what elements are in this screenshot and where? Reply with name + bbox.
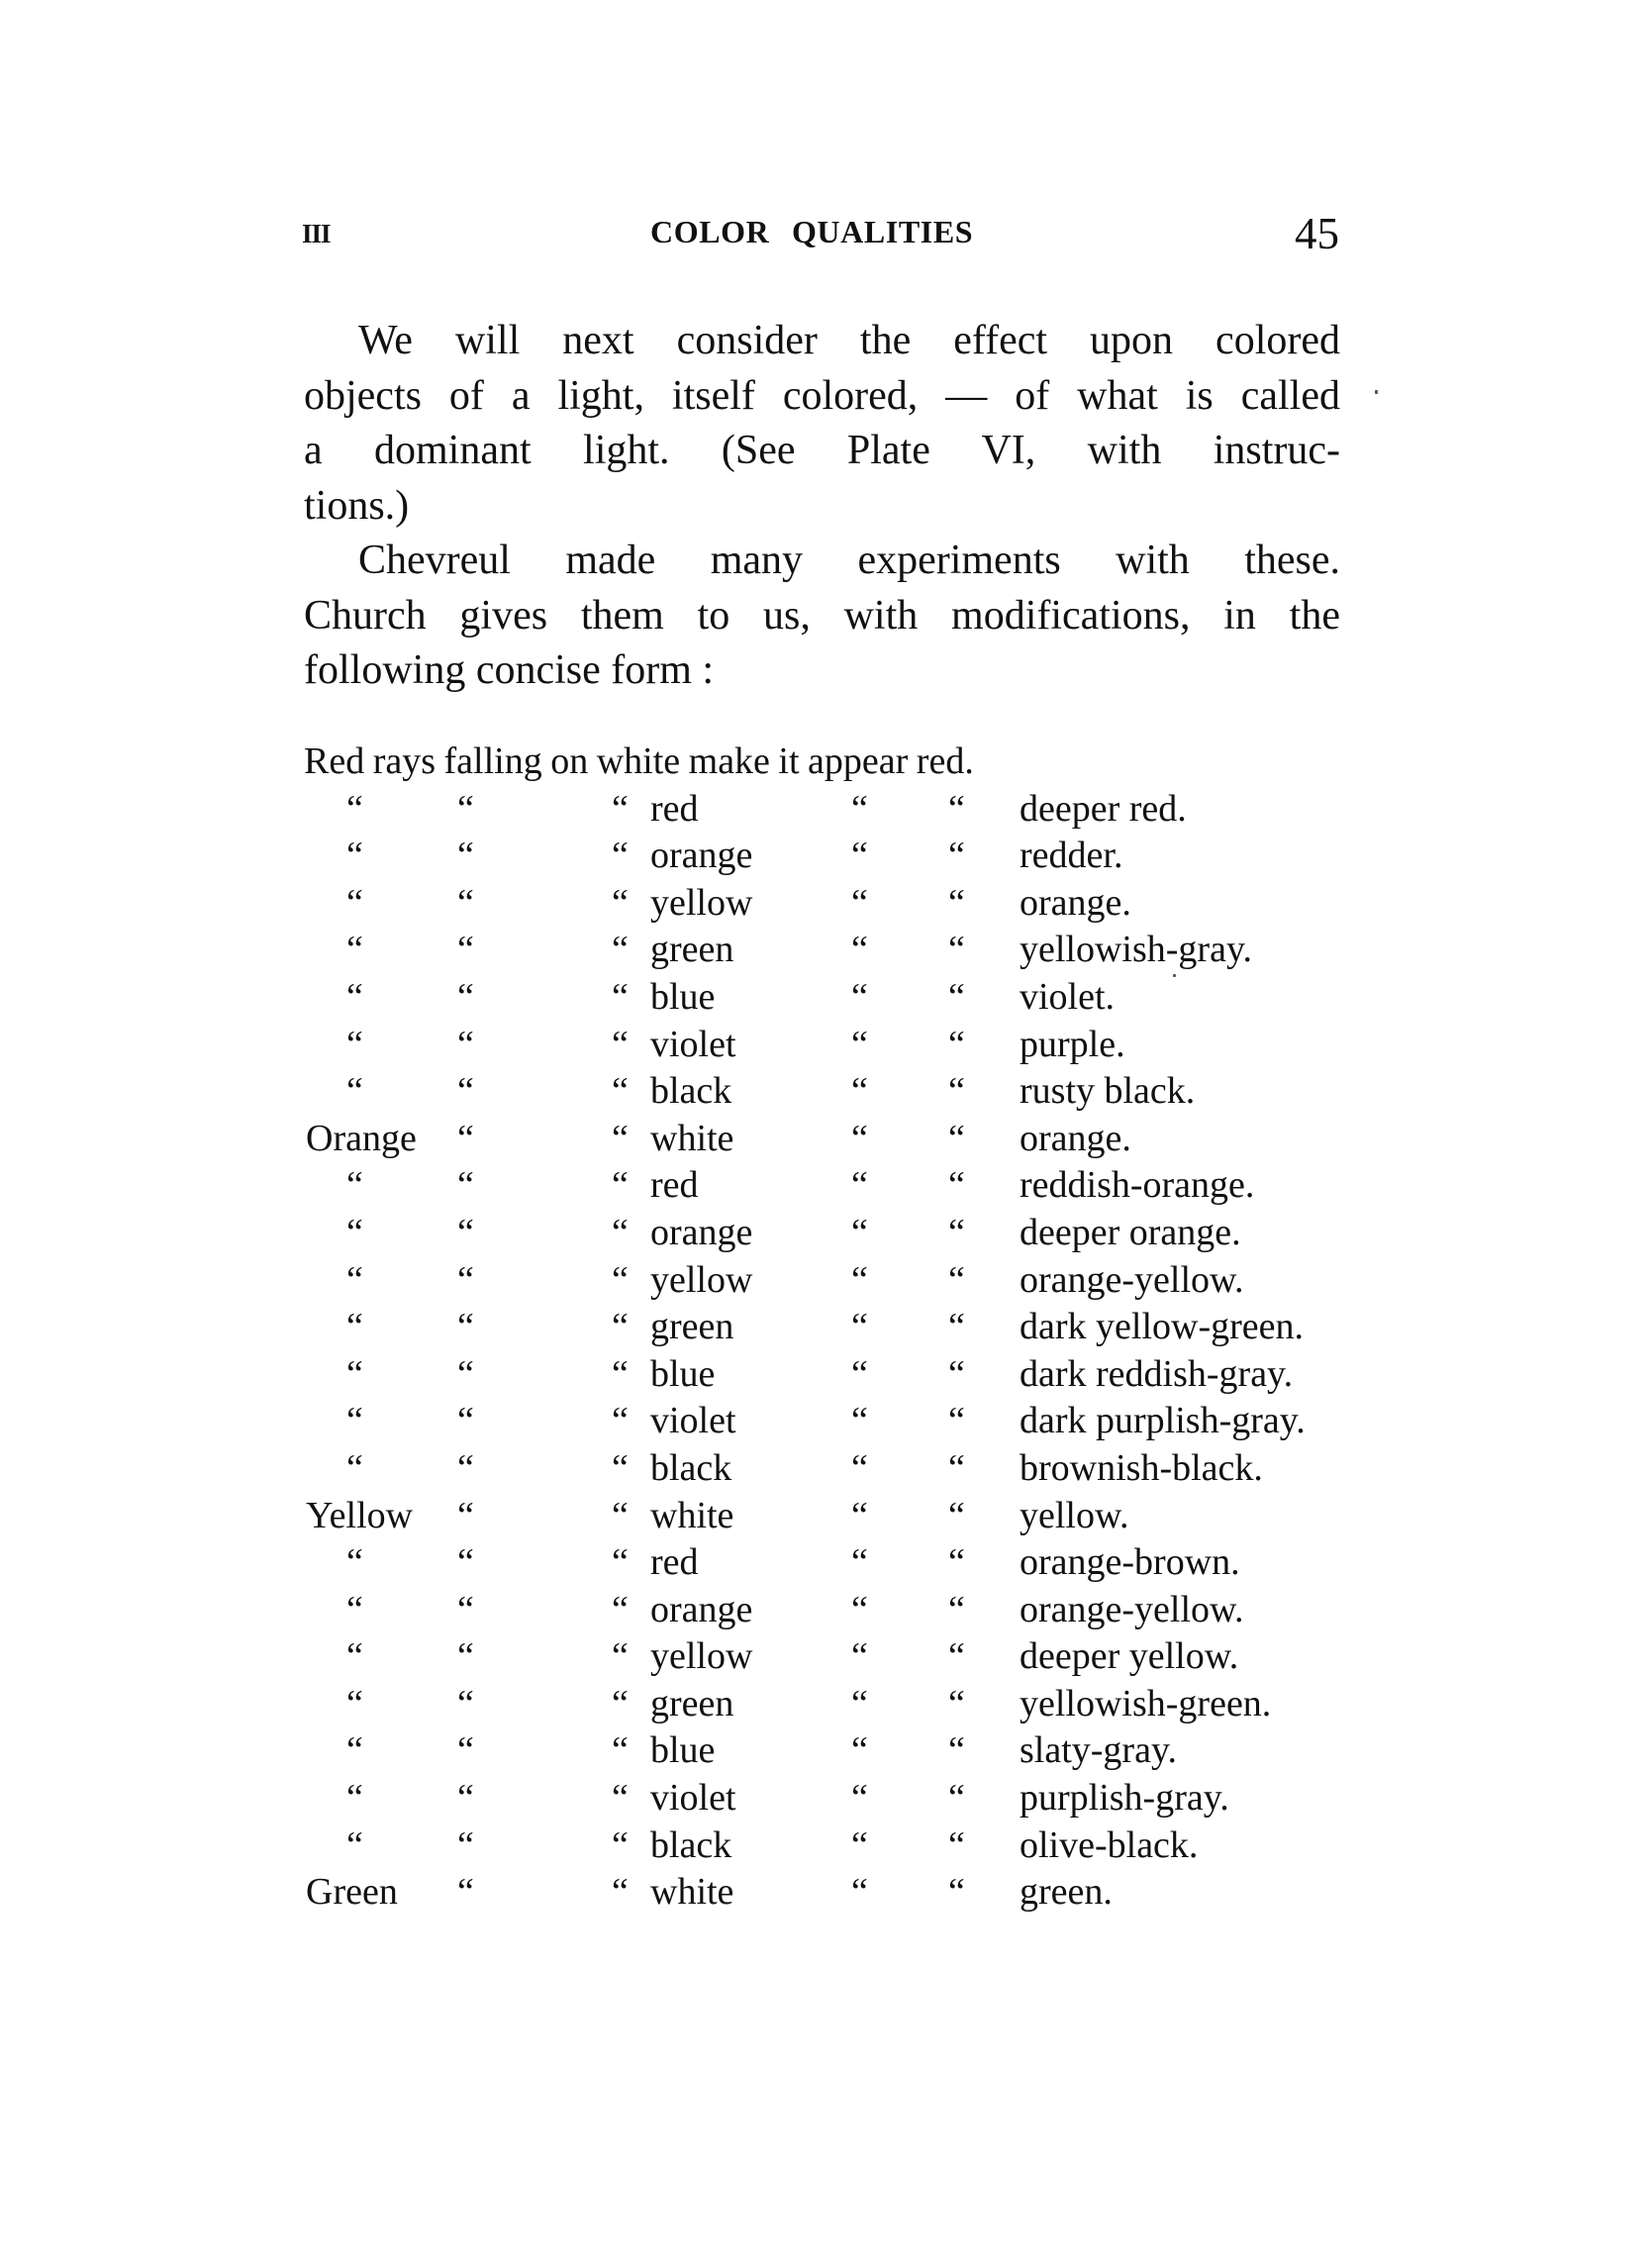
- paragraph-line: tions.): [304, 482, 410, 529]
- ditto-mark: “: [851, 1494, 868, 1536]
- table-row: [0, 1116, 1652, 1163]
- ditto-mark: “: [948, 1352, 965, 1395]
- ditto-mark: “: [612, 1729, 629, 1772]
- table-row: [0, 1869, 1652, 1917]
- table-row: [0, 1633, 1652, 1681]
- ditto-mark: “: [457, 1070, 474, 1113]
- ditto-mark: “: [612, 1871, 629, 1914]
- ditto-mark: “: [851, 1541, 868, 1584]
- result-color: deeper red.: [1020, 787, 1187, 830]
- table-row: [0, 1539, 1652, 1587]
- ditto-mark: “: [948, 929, 965, 971]
- ditto-mark: “: [851, 881, 868, 924]
- table-row: [0, 1493, 1652, 1540]
- ditto-mark: “: [948, 1117, 965, 1159]
- ditto-mark: “: [851, 1070, 868, 1113]
- object-color: orange: [650, 1588, 753, 1630]
- object-color: yellow: [650, 881, 753, 924]
- ditto-mark: “: [346, 1446, 363, 1489]
- table-row: [0, 1727, 1652, 1775]
- result-color: slaty-gray.: [1020, 1729, 1177, 1772]
- ditto-mark: “: [346, 1682, 363, 1724]
- object-color: white: [650, 1494, 734, 1536]
- ditto-mark: “: [612, 1588, 629, 1630]
- ditto-mark: “: [612, 1023, 629, 1065]
- table-row: [0, 880, 1652, 928]
- table-row: [0, 1775, 1652, 1822]
- paragraph-dominant-light: [304, 314, 1340, 534]
- ditto-mark: “: [851, 1117, 868, 1159]
- paragraph-line: Chevreul made many experiments with these.: [358, 538, 1340, 583]
- page-number: 45: [1295, 209, 1339, 258]
- table-row: [0, 1351, 1652, 1399]
- table-row: [0, 1681, 1652, 1728]
- ditto-mark: “: [612, 881, 629, 924]
- ditto-mark: “: [948, 1070, 965, 1113]
- object-color: violet: [650, 1023, 736, 1065]
- result-color: dark purplish-gray.: [1020, 1400, 1306, 1442]
- ditto-mark: “: [948, 1682, 965, 1724]
- ditto-mark: “: [851, 787, 868, 830]
- object-color: blue: [650, 1729, 716, 1772]
- ditto-mark: “: [851, 1777, 868, 1820]
- object-color: green: [650, 1682, 734, 1724]
- row-label: Green: [306, 1871, 398, 1914]
- ditto-mark: “: [612, 975, 629, 1018]
- ditto-mark: “: [346, 929, 363, 971]
- result-color: dark reddish-gray.: [1020, 1352, 1294, 1395]
- ditto-mark: “: [346, 1777, 363, 1820]
- ditto-mark: “: [346, 1823, 363, 1866]
- ditto-mark: “: [612, 1682, 629, 1724]
- object-color: orange: [650, 1211, 753, 1253]
- result-color: deeper yellow.: [1020, 1635, 1239, 1678]
- ditto-mark: “: [457, 1682, 474, 1724]
- ditto-mark: “: [948, 1164, 965, 1207]
- object-color: black: [650, 1070, 732, 1113]
- ditto-mark: “: [612, 1352, 629, 1395]
- ditto-mark: “: [457, 1117, 474, 1159]
- table-row: [0, 1398, 1652, 1445]
- object-color: yellow: [650, 1635, 753, 1678]
- ditto-mark: “: [346, 835, 363, 877]
- object-color: blue: [650, 975, 716, 1018]
- table-row: [0, 1162, 1652, 1210]
- ditto-mark: “: [851, 1729, 868, 1772]
- ditto-mark: “: [948, 1306, 965, 1348]
- ditto-mark: “: [346, 787, 363, 830]
- ditto-mark: “: [457, 1023, 474, 1065]
- object-color: green: [650, 1306, 734, 1348]
- object-color: violet: [650, 1400, 736, 1442]
- ditto-mark: “: [457, 929, 474, 971]
- result-color: brownish-black.: [1020, 1446, 1263, 1489]
- object-color: red: [650, 1164, 699, 1207]
- result-color: violet.: [1020, 975, 1116, 1018]
- row-label: Yellow: [306, 1494, 414, 1536]
- ditto-mark: “: [851, 1823, 868, 1866]
- ditto-mark: “: [948, 1635, 965, 1678]
- ditto-mark: “: [346, 1729, 363, 1772]
- running-head-title: COLOR QUALITIES: [650, 214, 974, 249]
- result-color: deeper orange.: [1020, 1211, 1241, 1253]
- ditto-mark: “: [948, 1211, 965, 1253]
- ditto-mark: “: [457, 1588, 474, 1630]
- ditto-mark: “: [457, 1729, 474, 1772]
- ditto-mark: “: [457, 1823, 474, 1866]
- ditto-mark: “: [612, 1211, 629, 1253]
- table-row: [0, 1210, 1652, 1257]
- ditto-mark: “: [457, 1777, 474, 1820]
- ditto-mark: “: [457, 1258, 474, 1301]
- table-row: [0, 833, 1652, 880]
- ditto-mark: “: [346, 1258, 363, 1301]
- ditto-mark: “: [612, 1306, 629, 1348]
- ditto-mark: “: [612, 1494, 629, 1536]
- object-color: red: [650, 1541, 699, 1584]
- table-row: [0, 1022, 1652, 1069]
- ditto-mark: “: [346, 1588, 363, 1630]
- ditto-mark: “: [948, 1258, 965, 1301]
- table-row: [0, 1068, 1652, 1116]
- chapter-number: III: [302, 219, 331, 248]
- ditto-mark: “: [457, 1211, 474, 1253]
- ditto-mark: “: [851, 1352, 868, 1395]
- ditto-mark: “: [851, 1306, 868, 1348]
- paragraph-line: We will next consider the effect upon colored: [358, 318, 1340, 363]
- result-color: dark yellow-green.: [1020, 1306, 1304, 1348]
- ditto-mark: “: [948, 1871, 965, 1914]
- ditto-mark: “: [346, 1023, 363, 1065]
- ditto-mark: “: [851, 1682, 868, 1724]
- ditto-mark: “: [457, 1400, 474, 1442]
- ditto-mark: “: [948, 1823, 965, 1866]
- ditto-mark: “: [346, 1070, 363, 1113]
- ditto-mark: “: [457, 881, 474, 924]
- ditto-mark: “: [948, 1400, 965, 1442]
- ditto-mark: “: [851, 1258, 868, 1301]
- ditto-mark: “: [457, 1494, 474, 1536]
- result-color: orange-yellow.: [1020, 1258, 1244, 1301]
- object-color: orange: [650, 835, 753, 877]
- ditto-mark: “: [948, 1446, 965, 1489]
- ditto-mark: “: [612, 1446, 629, 1489]
- ditto-mark: “: [612, 1400, 629, 1442]
- dominant-light-table: [0, 739, 1652, 1917]
- ditto-mark: “: [346, 1306, 363, 1348]
- print-speck: [1375, 390, 1378, 394]
- result-color: rusty black.: [1020, 1070, 1196, 1113]
- paragraph-line: a dominant light. (See Plate VI, with instruc-: [304, 428, 1340, 473]
- object-color: violet: [650, 1777, 736, 1820]
- ditto-mark: “: [612, 1070, 629, 1113]
- ditto-mark: “: [612, 787, 629, 830]
- result-color: orange-yellow.: [1020, 1588, 1244, 1630]
- ditto-mark: “: [612, 929, 629, 971]
- paragraph-chevreul: [304, 534, 1340, 699]
- ditto-mark: “: [851, 1635, 868, 1678]
- ditto-mark: “: [346, 1352, 363, 1395]
- ditto-mark: “: [948, 881, 965, 924]
- ditto-mark: “: [851, 1164, 868, 1207]
- object-color: red: [650, 787, 699, 830]
- paragraph-line: Church gives them to us, with modifications, in the: [304, 592, 1340, 639]
- row-label: Orange: [306, 1117, 417, 1159]
- ditto-mark: “: [457, 1635, 474, 1678]
- ditto-mark: “: [851, 1446, 868, 1489]
- table-row: [0, 786, 1652, 834]
- table-row: [0, 1822, 1652, 1870]
- ditto-mark: “: [851, 1023, 868, 1065]
- paragraph-line: following concise form :: [304, 647, 715, 693]
- object-color: black: [650, 1823, 732, 1866]
- table-row: [0, 974, 1652, 1022]
- ditto-mark: “: [851, 1588, 868, 1630]
- ditto-mark: “: [457, 1164, 474, 1207]
- ditto-mark: “: [346, 1635, 363, 1678]
- result-color: purple.: [1020, 1023, 1125, 1065]
- object-color: yellow: [650, 1258, 753, 1301]
- result-color: orange.: [1020, 881, 1131, 924]
- ditto-mark: “: [948, 787, 965, 830]
- ditto-mark: “: [346, 1164, 363, 1207]
- object-color: white: [650, 1117, 734, 1159]
- result-color: orange.: [1020, 1117, 1131, 1159]
- print-speck: [1173, 974, 1176, 977]
- ditto-mark: “: [612, 1258, 629, 1301]
- result-color: yellowish-gray.: [1020, 929, 1252, 971]
- table-row: [0, 1304, 1652, 1351]
- ditto-mark: “: [346, 975, 363, 1018]
- object-color: green: [650, 929, 734, 971]
- ditto-mark: “: [851, 1400, 868, 1442]
- table-heading-row: [0, 739, 1652, 786]
- table-heading: Red rays falling on white make it appear red.: [304, 740, 974, 782]
- ditto-mark: “: [457, 1306, 474, 1348]
- ditto-mark: “: [948, 1588, 965, 1630]
- table-row: [0, 927, 1652, 974]
- ditto-mark: “: [948, 1777, 965, 1820]
- ditto-mark: “: [612, 1823, 629, 1866]
- ditto-mark: “: [948, 1729, 965, 1772]
- result-color: yellowish-green.: [1020, 1682, 1272, 1724]
- ditto-mark: “: [612, 1635, 629, 1678]
- ditto-mark: “: [346, 1541, 363, 1584]
- ditto-mark: “: [457, 835, 474, 877]
- ditto-mark: “: [457, 1446, 474, 1489]
- ditto-mark: “: [457, 975, 474, 1018]
- ditto-mark: “: [346, 1400, 363, 1442]
- ditto-mark: “: [851, 1871, 868, 1914]
- paragraph-line: objects of a light, itself colored, — of what is called: [304, 372, 1340, 419]
- ditto-mark: “: [851, 975, 868, 1018]
- result-color: reddish-orange.: [1020, 1164, 1255, 1207]
- ditto-mark: “: [851, 929, 868, 971]
- ditto-mark: “: [346, 1211, 363, 1253]
- ditto-mark: “: [457, 1871, 474, 1914]
- ditto-mark: “: [851, 835, 868, 877]
- ditto-mark: “: [612, 1117, 629, 1159]
- table-row: [0, 1587, 1652, 1634]
- ditto-mark: “: [346, 881, 363, 924]
- ditto-mark: “: [457, 1352, 474, 1395]
- result-color: purplish-gray.: [1020, 1777, 1229, 1820]
- object-color: blue: [650, 1352, 716, 1395]
- ditto-mark: “: [948, 1541, 965, 1584]
- result-color: orange-brown.: [1020, 1541, 1240, 1584]
- table-row: [0, 1257, 1652, 1305]
- ditto-mark: “: [612, 1777, 629, 1820]
- result-color: yellow.: [1020, 1494, 1129, 1536]
- ditto-mark: “: [948, 1494, 965, 1536]
- table-row: [0, 1445, 1652, 1493]
- object-color: white: [650, 1871, 734, 1914]
- ditto-mark: “: [948, 1023, 965, 1065]
- result-color: green.: [1020, 1871, 1113, 1914]
- ditto-mark: “: [457, 787, 474, 830]
- object-color: black: [650, 1446, 732, 1489]
- ditto-mark: “: [612, 835, 629, 877]
- ditto-mark: “: [851, 1211, 868, 1253]
- ditto-mark: “: [457, 1541, 474, 1584]
- ditto-mark: “: [948, 835, 965, 877]
- result-color: olive-black.: [1020, 1823, 1199, 1866]
- result-color: redder.: [1020, 835, 1123, 877]
- ditto-mark: “: [612, 1164, 629, 1207]
- ditto-mark: “: [948, 975, 965, 1018]
- ditto-mark: “: [612, 1541, 629, 1584]
